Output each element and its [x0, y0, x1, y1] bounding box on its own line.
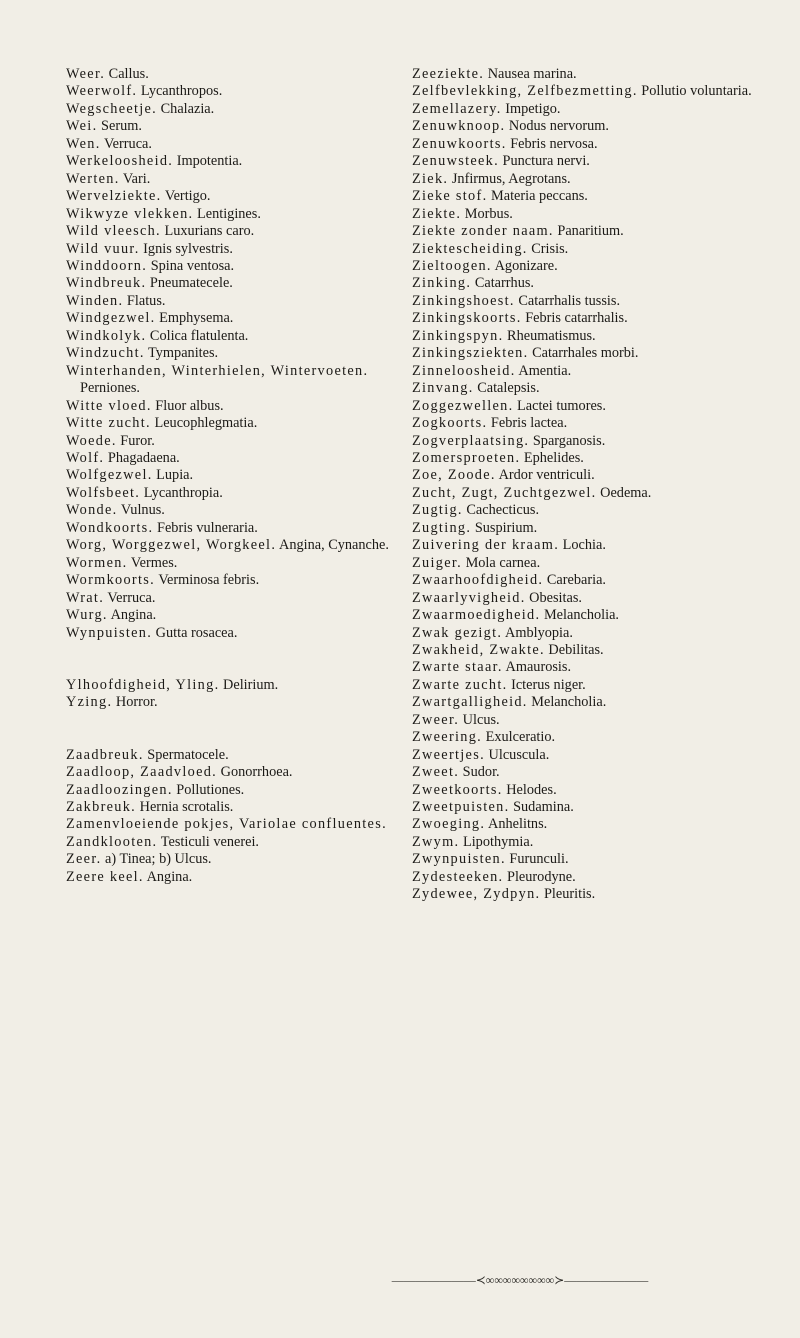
right-dictionary-entry: [412, 520, 794, 537]
right-dictionary-entry: [412, 555, 794, 572]
right-dictionary-entry: [412, 415, 794, 432]
entry-translation: Catalepsis.: [473, 380, 540, 397]
entry-translation: Flatus.: [123, 292, 166, 309]
entry-term: Windbreuk.: [66, 275, 147, 292]
entry-translation: Delirium.: [219, 676, 279, 693]
entry-term: Wei.: [66, 118, 98, 135]
entry-translation: Gutta rosacea.: [152, 624, 238, 641]
entry-term: Zieke stof.: [412, 188, 488, 205]
right-dictionary-entry: [412, 572, 794, 589]
ornament-rule: ———————≺∞∞∞∞∞∞∞∞≻———————: [391, 1273, 649, 1287]
entry-translation: Horror.: [112, 694, 158, 711]
entry-term: Zeer.: [66, 851, 102, 868]
entry-term: Wonde.: [66, 502, 118, 519]
entry-term: Zweetkoorts.: [412, 781, 503, 798]
entry-term: Zwaarhoofdigheid.: [412, 572, 544, 589]
entry-translation: Hernia scrotalis.: [136, 799, 234, 815]
right-dictionary-entry: [412, 677, 794, 694]
right-dictionary-entry: [412, 782, 794, 799]
entry-translation: Obesitas.: [525, 589, 582, 606]
entry-term: Zweer.: [412, 711, 460, 728]
right-dictionary-entry: [412, 328, 794, 345]
left-dictionary-entry: [66, 171, 402, 188]
right-dictionary-entry: [412, 886, 794, 903]
entry-term: Zugtig.: [412, 502, 463, 519]
entry-translation: Vertigo.: [161, 188, 211, 205]
entry-translation: Angina, Cynanche.: [276, 537, 389, 554]
entry-term: Wurg.: [66, 607, 108, 624]
left-dictionary-entry: [66, 520, 402, 537]
entry-term: Zweering.: [412, 729, 483, 746]
entry-term: Zwaarlyvigheid.: [412, 589, 526, 606]
entry-translation: Amblyopia.: [502, 624, 573, 641]
entry-term: Witte zucht.: [66, 415, 151, 432]
entry-translation: Catarrhus.: [471, 275, 534, 292]
entry-translation: Vulnus.: [117, 502, 165, 519]
entry-term: Wolfgezwel.: [66, 467, 153, 484]
entry-term: Zinkingshoest.: [412, 292, 515, 309]
entry-term: Worg, Worggezwel, Worgkeel.: [66, 537, 277, 554]
left-dictionary-entry: [66, 625, 402, 642]
entry-term: Zoe, Zoode.: [412, 467, 496, 484]
entry-translation: Lactei tumores.: [513, 397, 606, 414]
entry-translation: Perniones.: [80, 380, 140, 397]
entry-translation: Impetigo.: [501, 100, 561, 117]
entry-translation: Catarrhalis tussis.: [514, 292, 621, 309]
left-column: [66, 66, 402, 886]
entry-translation: Amentia.: [515, 362, 572, 379]
entry-term: Zemellazery.: [412, 100, 502, 117]
entry-term: Wormkoorts.: [66, 572, 155, 589]
entry-translation: Rheumatismus.: [503, 327, 596, 344]
right-dictionary-entry: [412, 223, 794, 240]
entry-term: Zenuwknoop.: [412, 118, 506, 135]
left-dictionary-entry: [66, 502, 402, 519]
entry-translation: Chalazia.: [157, 100, 215, 117]
right-dictionary-entry: [412, 206, 794, 223]
entry-term: Zwym.: [412, 833, 460, 850]
entry-translation: Debilitas.: [544, 641, 604, 658]
entry-term: Zwarte zucht.: [412, 676, 508, 693]
entry-term: Winddoorn.: [66, 257, 148, 274]
right-dictionary-entry: [412, 398, 794, 415]
entry-translation: Verruca.: [104, 589, 156, 606]
entry-term: Wrat.: [66, 589, 105, 606]
entry-translation: Pleuritis.: [540, 886, 596, 903]
right-dictionary-entry: [412, 310, 794, 327]
left-dictionary-entry: [66, 153, 402, 170]
entry-term: Zwartgalligheid.: [412, 694, 528, 711]
entry-term: Zinkingskoorts.: [412, 310, 522, 327]
left-dictionary-entry: [66, 363, 402, 398]
entry-term: Zandklooten.: [66, 833, 158, 850]
entry-translation: Febris catarrhalis.: [521, 310, 628, 327]
entry-translation: Lentigines.: [193, 205, 261, 222]
entry-translation: Vermes.: [127, 554, 178, 571]
entry-translation: Sparganosis.: [529, 432, 606, 449]
entry-term: Windgezwel.: [66, 310, 156, 327]
right-dictionary-entry: [412, 241, 794, 258]
right-dictionary-entry: [412, 642, 794, 659]
left-dictionary-entry: [66, 537, 402, 554]
entry-term: Woede.: [66, 432, 117, 449]
right-dictionary-entry: [412, 816, 794, 833]
right-dictionary-entry: [412, 834, 794, 851]
left-dictionary-entry: [66, 188, 402, 205]
right-dictionary-entry: [412, 590, 794, 607]
entry-term: Zwak gezigt.: [412, 624, 503, 641]
entry-term: Windkolyk.: [66, 327, 147, 344]
entry-translation: Agonizare.: [491, 257, 558, 274]
entry-translation: Spina ventosa.: [147, 257, 235, 274]
entry-term: Zaadloop, Zaadvloed.: [66, 764, 218, 781]
entry-translation: Verminosa febris.: [155, 572, 260, 589]
entry-term: Zoggezwellen.: [412, 397, 514, 414]
entry-term: Zinking.: [412, 275, 472, 292]
entry-term: Zieltoogen.: [412, 257, 492, 274]
right-dictionary-entry: [412, 537, 794, 554]
entry-translation: a) Tinea; b) Ulcus.: [101, 851, 212, 868]
right-dictionary-entry: [412, 729, 794, 746]
entry-term: Werten.: [66, 170, 120, 187]
entry-translation: Melancholia.: [527, 694, 607, 711]
entry-translation: Impotentia.: [173, 153, 243, 170]
entry-translation: Emphysema.: [155, 310, 234, 327]
entry-translation: Fluor albus.: [151, 397, 224, 414]
entry-translation: Lupia.: [152, 467, 194, 484]
entry-term: Zamenvloeiende pokjes, Variolae confluentes.: [66, 816, 387, 833]
left-dictionary-entry: [66, 590, 402, 607]
entry-translation: Ardor ventriculi.: [495, 467, 595, 484]
entry-term: Zweetpuisten.: [412, 799, 510, 816]
entry-translation: Panaritium.: [553, 223, 624, 240]
entry-translation: Furor.: [116, 432, 155, 449]
entry-term: Zinvang.: [412, 380, 474, 397]
entry-translation: Ignis sylvestris.: [139, 240, 233, 257]
left-dictionary-entry: [66, 869, 402, 886]
right-dictionary-entry: [412, 345, 794, 362]
entry-term: Wild vleesch.: [66, 223, 161, 240]
left-dictionary-entry: [66, 310, 402, 327]
right-dictionary-entry: [412, 467, 794, 484]
entry-term: Zogkoorts.: [412, 415, 488, 432]
right-dictionary-entry: [412, 659, 794, 676]
left-dictionary-entry: [66, 764, 402, 781]
entry-translation: Tympanites.: [144, 345, 219, 362]
entry-term: Ziek.: [412, 170, 449, 187]
entry-translation: Sudor.: [459, 764, 500, 781]
right-dictionary-entry: [412, 275, 794, 292]
entry-term: Wen.: [66, 135, 101, 152]
left-dictionary-entry: [66, 293, 402, 310]
entry-translation: Testiculi venerei.: [157, 833, 259, 850]
entry-translation: Catarrhales morbi.: [528, 345, 639, 362]
left-dictionary-entry: [66, 799, 402, 816]
entry-translation: Suspirium.: [471, 519, 538, 536]
entry-term: Zwarte staar.: [412, 659, 503, 676]
left-dictionary-entry: [66, 572, 402, 589]
entry-translation: Helodes.: [502, 781, 557, 798]
left-dictionary-entry: [66, 555, 402, 572]
left-dictionary-entry: [66, 607, 402, 624]
left-dictionary-entry: [66, 415, 402, 432]
entry-translation: Pneumatecele.: [146, 275, 233, 292]
entry-term: Wolf.: [66, 449, 105, 466]
entry-term: Windzucht.: [66, 345, 145, 362]
entry-translation: Nodus nervorum.: [505, 118, 609, 135]
entry-term: Winterhanden, Winterhielen, Wintervoeten.: [66, 362, 369, 379]
right-dictionary-entry: [412, 101, 794, 118]
left-dictionary-entry: [66, 467, 402, 484]
entry-term: Zinkingsziekten.: [412, 345, 529, 362]
right-dictionary-entry: [412, 380, 794, 397]
entry-term: Werkeloosheid.: [66, 153, 174, 170]
entry-translation: Phagadaena.: [104, 449, 180, 466]
entry-translation: Furunculi.: [505, 851, 569, 868]
left-dictionary-entry: [66, 485, 402, 502]
entry-translation: Amaurosis.: [502, 659, 572, 676]
entry-translation: Pollutio voluntaria.: [637, 83, 752, 100]
left-dictionary-entry: [66, 275, 402, 292]
entry-translation: Febris nervosa.: [506, 135, 598, 152]
entry-term: Wondkoorts.: [66, 519, 154, 536]
right-dictionary-entry: [412, 118, 794, 135]
entry-translation: Crisis.: [527, 240, 569, 257]
entry-translation: Sudamina.: [509, 799, 574, 816]
right-dictionary-entry: [412, 433, 794, 450]
entry-translation: Callus.: [105, 66, 149, 82]
right-dictionary-entry: [412, 851, 794, 868]
entry-term: Zuiger.: [412, 554, 462, 571]
right-dictionary-entry: [412, 869, 794, 886]
entry-translation: Spermatocele.: [143, 746, 229, 763]
entry-translation: Ulcus.: [459, 711, 500, 728]
entry-term: Zomersproeten.: [412, 449, 521, 466]
left-dictionary-entry: [66, 694, 402, 711]
right-dictionary-entry: [412, 136, 794, 153]
entry-translation: Luxurians caro.: [160, 223, 255, 240]
entry-translation: Lochia.: [559, 537, 606, 554]
entry-term: Ylhoofdigheid, Yling.: [66, 676, 220, 693]
entry-term: Weerwolf.: [66, 83, 138, 100]
entry-translation: Ephelides.: [520, 449, 584, 466]
entry-term: Zaadloozingen.: [66, 781, 173, 798]
right-column: [412, 66, 794, 904]
entry-spacer: [66, 642, 402, 677]
left-dictionary-entry: [66, 398, 402, 415]
entry-term: Zweet.: [412, 764, 460, 781]
right-dictionary-entry: [412, 764, 794, 781]
entry-term: Zuivering der kraam.: [412, 537, 560, 554]
entry-translation: Serum.: [97, 118, 142, 135]
entry-term: Wegscheetje.: [66, 100, 158, 117]
entry-term: Wormen.: [66, 554, 128, 571]
entry-translation: Febris vulneraria.: [153, 519, 258, 536]
left-dictionary-entry: [66, 206, 402, 223]
entry-translation: Mola carnea.: [462, 554, 541, 571]
entry-translation: Ulcuscula.: [484, 746, 550, 763]
entry-translation: Punctura nervi.: [498, 153, 590, 170]
left-dictionary-entry: [66, 747, 402, 764]
entry-translation: Anhelitns.: [485, 816, 548, 833]
left-dictionary-entry: [66, 83, 402, 100]
right-dictionary-entry: [412, 799, 794, 816]
entry-term: Zinkingspyn.: [412, 327, 504, 344]
entry-term: Zinneloosheid.: [412, 362, 516, 379]
left-dictionary-entry: [66, 258, 402, 275]
entry-term: Zenuwsteek.: [412, 153, 499, 170]
right-dictionary-entry: [412, 607, 794, 624]
entry-term: Wild vuur.: [66, 240, 140, 257]
entry-spacer: [66, 712, 402, 747]
left-dictionary-entry: [66, 101, 402, 118]
left-dictionary-entry: [66, 66, 402, 83]
left-dictionary-entry: [66, 241, 402, 258]
right-dictionary-entry: [412, 485, 794, 502]
entry-translation: Cachecticus.: [462, 502, 540, 519]
entry-translation: Gonorrhoea.: [217, 764, 293, 781]
entry-term: Zenuwkoorts.: [412, 135, 507, 152]
left-dictionary-entry: [66, 433, 402, 450]
entry-term: Witte vloed.: [66, 397, 152, 414]
left-dictionary-entry: [66, 223, 402, 240]
left-dictionary-entry: [66, 834, 402, 851]
right-dictionary-entry: [412, 171, 794, 188]
entry-term: Wervelziekte.: [66, 188, 162, 205]
entry-term: Winden.: [66, 292, 124, 309]
right-dictionary-entry: [412, 188, 794, 205]
left-dictionary-entry: [66, 816, 402, 833]
right-dictionary-entry: [412, 293, 794, 310]
entry-term: Zucht, Zugt, Zuchtgezwel.: [412, 484, 597, 501]
entry-term: Wynpuisten.: [66, 624, 153, 641]
entry-translation: Pleurodyne.: [503, 868, 576, 885]
right-dictionary-entry: [412, 747, 794, 764]
entry-translation: Leucophlegmatia.: [150, 415, 258, 432]
entry-term: Weer.: [66, 66, 106, 82]
right-dictionary-entry: [412, 66, 794, 83]
left-dictionary-entry: [66, 677, 402, 694]
entry-translation: Morbus.: [461, 205, 513, 222]
entry-term: Zwynpuisten.: [412, 851, 506, 868]
entry-translation: Verruca.: [100, 135, 152, 152]
entry-term: Ziektescheiding.: [412, 240, 528, 257]
left-dictionary-entry: [66, 782, 402, 799]
entry-translation: Lycanthropia.: [140, 484, 223, 501]
entry-translation: Febris lactea.: [487, 415, 568, 432]
entry-term: Zydesteeken.: [412, 868, 504, 885]
entry-translation: Vari.: [119, 170, 151, 187]
right-dictionary-entry: [412, 712, 794, 729]
entry-term: Zugting.: [412, 519, 472, 536]
entry-term: Ziekte.: [412, 205, 462, 222]
entry-translation: Oedema.: [596, 484, 652, 501]
right-dictionary-entry: [412, 625, 794, 642]
right-dictionary-entry: [412, 153, 794, 170]
right-dictionary-entry: [412, 258, 794, 275]
entry-term: Zwaarmoedigheid.: [412, 607, 541, 624]
entry-translation: Nausea marina.: [484, 66, 577, 82]
left-dictionary-entry: [66, 136, 402, 153]
entry-term: Zakbreuk.: [66, 799, 137, 815]
entry-term: Ziekte zonder naam.: [412, 223, 554, 240]
entry-translation: Melancholia.: [540, 607, 619, 624]
entry-translation: Carebaria.: [543, 572, 606, 589]
entry-translation: Jnfirmus, Aegrotans.: [448, 170, 571, 187]
right-dictionary-entry: [412, 83, 794, 100]
entry-term: Wolfsbeet.: [66, 484, 141, 501]
entry-translation: Lycanthropos.: [137, 83, 223, 100]
entry-term: Wikwyze vlekken.: [66, 205, 194, 222]
entry-translation: Colica flatulenta.: [146, 327, 249, 344]
entry-term: Zelfbevlekking, Zelfbezmetting.: [412, 83, 638, 100]
right-dictionary-entry: [412, 363, 794, 380]
left-dictionary-entry: [66, 118, 402, 135]
entry-translation: Icterus niger.: [507, 676, 586, 693]
left-dictionary-entry: [66, 328, 402, 345]
entry-translation: Exulceratio.: [482, 729, 556, 746]
entry-translation: Angina.: [143, 868, 193, 885]
right-dictionary-entry: [412, 502, 794, 519]
right-dictionary-entry: [412, 450, 794, 467]
entry-term: Zaadbreuk.: [66, 746, 144, 763]
entry-term: Zweertjes.: [412, 746, 485, 763]
entry-translation: Pollutiones.: [172, 781, 245, 798]
entry-translation: Angina.: [107, 607, 157, 624]
entry-term: Zwoeging.: [412, 816, 486, 833]
entry-translation: Lipothymia.: [459, 833, 534, 850]
entry-term: Yzing.: [66, 694, 113, 711]
entry-term: Zeeziekte.: [412, 66, 485, 82]
left-dictionary-entry: [66, 345, 402, 362]
entry-term: Zeere keel.: [66, 868, 144, 885]
left-dictionary-entry: [66, 450, 402, 467]
entry-translation: Materia peccans.: [487, 188, 588, 205]
entry-term: Zydewee, Zydpyn.: [412, 886, 541, 903]
entry-term: Zogverplaatsing.: [412, 432, 530, 449]
right-dictionary-entry: [412, 694, 794, 711]
entry-term: Zwakheid, Zwakte.: [412, 641, 545, 658]
left-dictionary-entry: [66, 851, 402, 868]
